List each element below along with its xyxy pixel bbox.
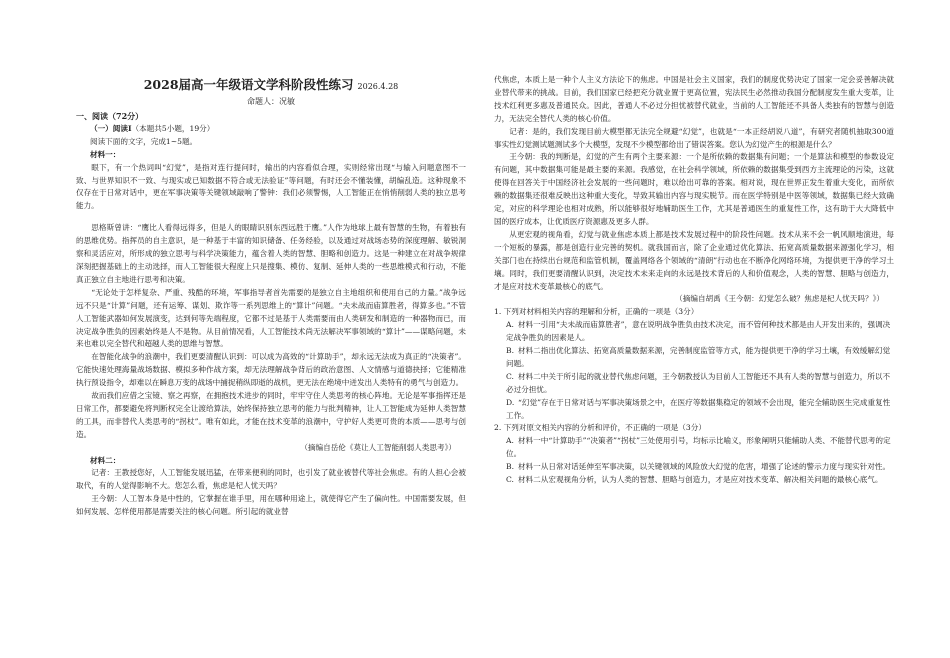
option-key: C. <box>506 475 514 485</box>
option-text: 材料一中“计算助手”“决策者”“拐杖”三处使用引号，均标示比喻义，形象阐明只能辅助人类、不能替代思考的定位。 <box>506 436 891 459</box>
answer-option[interactable] <box>494 474 894 487</box>
material1-paragraph: 在智能化战争的浪潮中，我们更要清醒认识到：可以成为高效的“计算助手”，却永远无法成为真正的“决策者”。它能快速处理海量战场数据、模拟多种作战方案，却无法理解战争背后的政治意图、人文情感与道德抉择；它能精准执行预设指令，却难以在瞬息万变的战场中捕捉稍纵即逝的战机，更无法在绝境中迸发出人类特有的勇气与创造力。 <box>76 352 466 388</box>
sub-heading-title: （一）阅读Ⅰ <box>90 123 132 133</box>
answer-option[interactable] <box>494 461 894 474</box>
right-column <box>494 74 894 487</box>
section-heading: 一、阅读（72分） <box>76 111 144 121</box>
option-key: A. <box>506 320 514 330</box>
option-key: B. <box>506 462 514 472</box>
material2-source: （摘编自胡禹《王今朝：幻觉怎么破？焦虑是杞人忧天吗？》） <box>675 294 884 304</box>
option-text: 材料二从宏观视角分析，认为人类的智慧、胆略与创造力，才是应对技术变革、解决相关问题的最核心底气。 <box>518 475 883 485</box>
question-1 <box>494 306 894 422</box>
answer-option[interactable] <box>494 371 894 397</box>
answer-option[interactable] <box>494 345 894 371</box>
material2-label: 材料二： <box>90 455 121 465</box>
option-key: B. <box>506 346 514 356</box>
instruction: 阅读下面的文字，完成1~5题。 <box>90 136 198 146</box>
question-stem: 1. 下列对材料相关内容的理解和分析，正确的一项是（3分） <box>494 307 699 317</box>
option-text: 材料二中关于所引起的就业替代焦虑问题，王今朝教授认为目前人工智能还不具有人类的智慧与创造力，所以不必过分担忧。 <box>506 371 891 394</box>
exam-title <box>76 76 466 95</box>
title-text: 2028届高一年级语文学科阶段性练习 <box>143 77 354 92</box>
answer-option[interactable] <box>494 319 894 345</box>
option-text: 材料一从日常对话延伸至军事决策，以关键领域的风险放大幻觉的危害，增强了论述的警示力度与现实针对性。 <box>518 462 891 472</box>
option-key: A. <box>506 436 514 446</box>
material1-paragraph: 故而我们应借之宝镜、察之再察，在拥抱技术进步的同时，牢牢守住人类思考的核心阵地。无论是军事指挥还是日常工作，都要避免将判断权完全让渡给算法，始终保持独立思考的能力与批判精神，让人工智能成为延伸人类智慧的工具，而非替代人类思考的“拐杖”。唯有如此，才能在技术变革的浪潮中，守护好人类更可贵的本质——思考与创造。 <box>76 391 466 439</box>
material1-source: （摘编自岳伦《莫让人工智能削弱人类思考》） <box>300 442 456 452</box>
question-stem: 2. 下列对原文相关内容的分析和评价，不正确的一项是（3分） <box>494 423 706 433</box>
option-key: D. <box>506 397 515 407</box>
material1-paragraph: 思格斯曾讲：“鹰比人看得远得多，但是人的眼睛识别东西远胜于鹰。”人作为地球上最有智慧的生物，有着独有的思维优势。指挥员的自主意识，是一种基于丰富的知识储备、任务经验，以及通过对战场态势的深度理解、敏锐洞察和灵活应对，所形成的独立思考与科学决策能力，蕴含着人类的智慧、胆略和创造力。这是一种建立在对战争规律深刻把握基础上的主动选择，而人工智能很大程度上只是搜集、模仿、复制、延伸人类的一些思维模式和行动，不能真正独立自主地进行思考和决策。 <box>76 223 466 284</box>
material2-paragraph: 记者：是的，我们发现目前大模型都无法完全规避“幻觉”，也就是“一本正经胡说八道”，有研究者随机抽取300道事实性幻觉测试题测试多个大模型，发现不少模型都给出了错误答案。您认为幻觉产生的根源是什么？ <box>494 126 894 149</box>
left-column <box>76 74 466 519</box>
material1-paragraph: 眼下，有一个热词叫“幻觉”，是指对连行提问时，输出的内容看似合理，实则经常出现“与输入问题意图不一致、与世界知识不一致、与现实或已知数据不符合或无法验证”等问题，有时还会不懂装懂，胡编乱造。这种现象不仅存在于日常对话中，更在军事决策等关键领域敲响了警钟：我们必须警惕，人工智能正在悄悄削弱人类的独立思考能力。 <box>76 162 466 211</box>
answer-option[interactable] <box>494 435 894 461</box>
material2-paragraph: 从更宏观的视角看，幻觉与就业焦虑本质上都是技术发展过程中的阶段性问题。技术从来不会一帆风顺地演进，每一个短板的暴露，都是创造行业完善的契机。就我国而言，除了企业通过优化算法、拓宽高质量数据来源强化学习，相关部门也在持续出台规范和监管机制，覆盖网络各个领域的“清朗”行动也在不断净化网络环境，为提供更干净的学习土壤。同时，我们更要清醒认识到，决定技术未来走向的永远是技术背后的人和价值观念，人类的智慧、胆略与创造力，才是应对技术变革最核心的底气。 <box>494 229 894 291</box>
question-2 <box>494 422 894 487</box>
exam-date: 2026.4.28 <box>357 82 399 91</box>
material2-paragraph: 记者：王教授您好，人工智能发展迅猛，在带来便利的同时，也引发了就业被替代等社会焦虑。有的人担心会被取代，有的人觉得影响不大。您怎么看，焦虑是杞人忧天吗？ <box>76 468 466 491</box>
material1-label: 材料一： <box>90 149 121 159</box>
material2-paragraph: 代焦虑，本质上是一种个人主义方法论下的焦虑。中国是社会主义国家，我们的制度优势决定了国家一定会妥善解决就业替代带来的挑战。目前，我们国家已经把充分就业置于更高位置，宪法民生必然推动我国分配制度发生重大变革，让技术红利更多惠及普通民众。因此，普通人不必过分担忧被替代就业，当前的人工智能还不具备人类独有的智慧与创造力，无法完全替代人类的核心价值。 <box>494 75 894 123</box>
option-text: 材料一引用“夫未战而庙算胜者”，意在说明战争胜负由技术决定，而不管何种技术都是由人开发出来的，强调决定战争胜负的因素是人。 <box>506 320 891 343</box>
author-line: 命题人：况敏 <box>247 97 295 106</box>
answer-option[interactable] <box>494 397 894 423</box>
material2-paragraph: 王今朝：我的判断是，幻觉的产生有两个主要来源：一个是所依赖的数据集有问题；一个是算法和模型的参数设定有问题，其中数据集可能是最主要的来源。我感觉，在社会科学领域，所依赖的数据集受到西方主流理论的污染，这就使得在回答关于中国经济社会发展的一些问题时，难以给出可靠的答案。相对说，现在世界正发生着重大变化，而所依赖的数据集还很难反映出这种重大变化，导致其输出内容与现实脱节。而在医学特别是中医等领域，数据集已经大致确定，对应的科学理论也相对成熟，所以能够很好地辅助医生工作，尤其是普通医生的重复性工作，这有助于大大降低中国的医疗成本，让优质医疗资源惠及更多人群。 <box>494 152 894 226</box>
sub-heading <box>76 123 466 136</box>
material2-paragraph: 王今朝：人工智本身是中性的，它掌握在谁手里，用在哪种用途上，就使得它产生了偏向性。中国需要发展，但如何发展、怎样使用都是需要关注的核心问题。所引起的就业替 <box>76 494 466 517</box>
option-text: “幻觉”存在于日常对话与军事决策场景之中，在医疗等数据集稳定的领域不会出现，能完全辅助医生完成重复性工作。 <box>506 397 891 420</box>
sub-heading-note: （本题共5小题，19分） <box>131 123 215 133</box>
option-text: 材料二指出优化算法、拓宽高质量数据来源，完善制度监管等方式，能为提供更干净的学习土壤，有效缓解幻觉问题。 <box>506 346 891 368</box>
option-key: C. <box>506 371 514 381</box>
material1-paragraph: “无论处于怎样复杂、严重、残酷的环境，军事指导者首先需要的是独立自主地组织和使用自己的力量。”战争远远不只是“计算”问题，还有运筹、谋划、欺诈等一系列思维上的“算计”问题。“夫未战而庙算胜者，得算多也。”不管人工智能武器如何发展演变，达到何等先端程度，它都不过是基于人类需要而由人类研发和制造的一种器物而已，而决定战争胜负的因素始终是人不是物。从目前情况看，人工智能技术尚无法解决军事领域的“算计”——谋略问题，未来也难以完全替代和超越人类的思维与智慧。 <box>76 287 466 349</box>
